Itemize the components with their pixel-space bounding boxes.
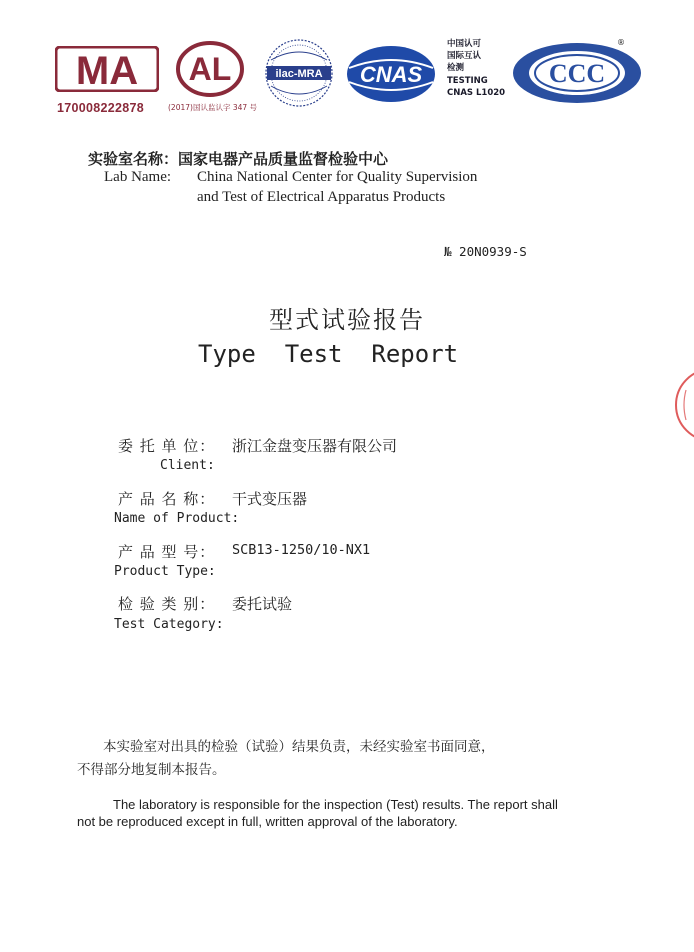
lab-name-en-line1: China National Center for Quality Supervision — [197, 169, 478, 185]
seal-stamp — [672, 360, 694, 450]
cnas-logo-text: CNAS — [359, 62, 423, 87]
product-type-label-cn: 产 品 型 号： — [118, 543, 216, 561]
statement-en-line2: not be reproduced except in full, written approval of the laboratory. — [77, 814, 458, 829]
report-title-cn: 型式试验报告 — [269, 306, 425, 334]
lab-name-en-label: Lab Name: — [104, 169, 172, 185]
report-title-en: Type Test Report — [198, 340, 459, 368]
cnas-info-line: 国际互认 — [447, 51, 482, 62]
test-category-label-cn: 检 验 类 别： — [118, 595, 216, 613]
lab-name-cn — [88, 148, 388, 169]
cma-number: 170008222878 — [57, 101, 145, 115]
client-label-en: Client: — [160, 458, 215, 473]
cnas-info-line: TESTING — [447, 75, 488, 86]
statement-cn-line2: 不得部分地复制本报告。 — [77, 762, 226, 778]
certification-logos — [55, 38, 645, 118]
test-category-label-en: Test Category: — [114, 617, 224, 632]
cnas-info-line: CNAS L1020 — [447, 87, 506, 98]
ccc-logo — [510, 40, 645, 106]
test-category-value: 委托试验 — [232, 595, 293, 613]
cnas-logo — [345, 44, 437, 104]
product-name-label-cn: 产 品 名 称： — [118, 490, 216, 508]
lab-name-cn-value: 国家电器产品质量监督检验中心 — [178, 150, 389, 168]
cnas-info-line: 中国认可 — [447, 39, 482, 49]
svg-text:AL: AL — [188, 51, 232, 87]
registered-mark: ® — [617, 38, 625, 47]
client-label-cn: 委 托 单 位： — [118, 437, 216, 455]
cnas-info-line: 检测 — [447, 63, 465, 74]
cnas-info — [447, 38, 505, 99]
product-name-label-en: Name of Product: — [114, 511, 240, 526]
cma-logo-text: MA — [75, 49, 139, 92]
cma-logo — [55, 46, 159, 92]
product-name-value: 干式变压器 — [232, 490, 308, 508]
cma-cert-number: (2017)国认监认字 347 号 — [168, 103, 258, 112]
ccc-logo-text: CCC — [548, 59, 606, 88]
lab-name-cn-label: 实验室名称： — [88, 150, 179, 168]
statement-en-line1: The laboratory is responsible for the inspection (Test) results. The report shall — [113, 797, 558, 812]
product-type-value: SCB13-1250/10-NX1 — [232, 542, 371, 558]
client-value: 浙江金盘变压器有限公司 — [232, 437, 398, 455]
report-number: № 20N0939-S — [444, 244, 527, 259]
cal-logo — [175, 40, 245, 98]
statement-cn-line1: 本实验室对出具的检验（试验）结果负责，未经实验室书面同意， — [103, 739, 495, 755]
ilac-mra-text: ilac-MRA — [275, 68, 323, 80]
lab-name-en-line2: and Test of Electrical Apparatus Products — [197, 189, 446, 205]
ilac-mra-logo — [263, 38, 335, 108]
product-type-label-en: Product Type: — [114, 564, 216, 579]
